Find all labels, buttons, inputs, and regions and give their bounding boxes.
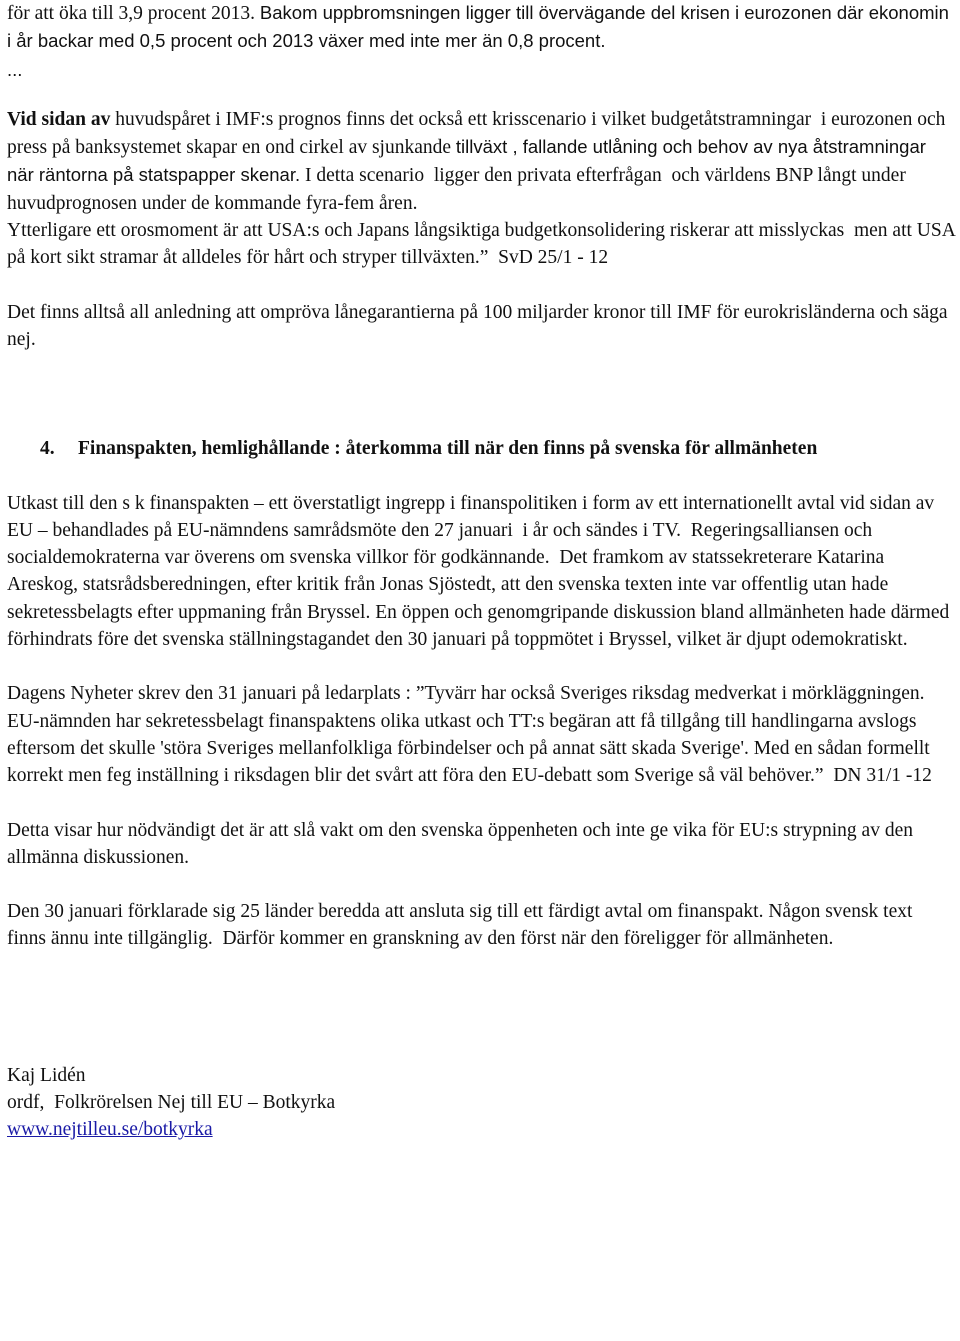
spacer	[7, 653, 955, 680]
section-4-paragraph-3: Detta visar hur nödvändigt det är att slå vakt om den svenska öppenheten och inte ge vika för EU:s strypning av den allmänna diskussionen.	[7, 819, 918, 868]
intro-serif-text: för att öka till 3,9 procent 2013.	[7, 3, 260, 24]
intro-sans-text: Bakom uppbromsningen ligger till övervägande del krisen i eurozonen där ekonomin i år backar med 0,5 procent och 2013 växer med inte mer än 0,8 procent.	[7, 2, 955, 52]
imf-p1-serif: huvudspåret i IMF:s prognos finns det också ett krisscenario i vilket budgetåtstramningar i eurozonen och press på banksystemet skapar en ond cirkel av sjunkande	[7, 108, 951, 159]
signature-name: Kaj Lidén	[7, 1064, 86, 1086]
imf-p1-tail: I detta scenario ligger den privata efterfrågan och världens BNP långt under huvudprognosen under de kommande fyra-fem åren.	[7, 165, 911, 214]
document-page	[7, 0, 960, 1144]
signature-role: ordf, Folkrörelsen Nej till EU – Botkyrka	[7, 1092, 336, 1114]
spacer	[7, 353, 955, 435]
signature-website-link[interactable]: www.nejtilleu.se/botkyrka	[7, 1119, 213, 1141]
imf-paragraph-2: Ytterligare ett orosmoment är att USA:s och Japans långsiktiga budgetkonsolidering riskerar att misslyckas men att USA på kort sikt stramar åt alldeles för hårt och stryper tillväxten.” SvD 25/1 - 12	[7, 220, 960, 269]
section-4-paragraph-1: Utkast till den s k finanspakten – ett överstatligt ingrepp i finanspolitiken i form av ett internationellt avtal vid sidan av EU – behandlades på EU-nämndens samrådsmöte den 27 januari i år och sändes i TV. Regeringsalliansen och socialdemokraterna var överens om svenska villkor för godkännande. Det framkom av statssekreterare Katarina Areskog, statsrådsberedningen, efter kritik från Jonas Sjöstedt, att den svenska texten inte var offentlig utan hade sekretessbelagts efter uppmaning från Bryssel. En öppen och genomgripande diskussion bland allmänheten hade därmed förhindrats före det svenska ställningstagandet den 30 januari på toppmötet i Bryssel, vilket är djupt odemokratiskt.	[7, 492, 955, 651]
spacer	[7, 463, 955, 490]
spacer	[7, 272, 955, 299]
section-4-paragraph-4: Den 30 januari förklarade sig 25 länder beredda att ansluta sig till ett färdigt avtal om finanspakt. Någon svensk text finns ännu inte tillgänglig. Därför kommer en granskning av den först när den föreligger för allmänheten.	[7, 901, 918, 950]
section-4-title: Finanspakten, hemlighållande : återkomma till när den finns på svenska för allmänheten	[78, 438, 818, 460]
imf-p1-sans: tillväxt , fallande utlåning och behov av nya åtstramningar när räntorna på statspapper skenar.	[7, 136, 932, 186]
imf-paragraph-3: Det finns alltså all anledning att ompröva lånegarantierna på 100 miljarder kronor till IMF för eurokrisländerna och säga nej.	[7, 301, 953, 350]
intro-paragraph	[7, 0, 955, 56]
section-4-paragraph-2: Dagens Nyheter skrev den 31 januari på ledarplats : ”Tyvärr har också Sveriges riksdag medverkat i mörkläggningen. EU-nämnden har sekretessbelagt finanspaktens olika utkast och TT:s begäran att få tillgång till handlingarna avslogs eftersom det skulle 'störa Sveriges mellanfolkliga förbindelser och på annat sätt skada Sverige'. Med en sådan formellt korrekt men feg inställning i riksdagen blir det svårt att föra den EU-debatt som Sverige så väl behöver.” DN 31/1 -12	[7, 683, 935, 787]
spacer	[7, 871, 955, 898]
section-4-heading	[7, 435, 955, 462]
imf-lead-bold: Vid sidan av	[7, 108, 111, 130]
imf-paragraph-1	[7, 106, 955, 217]
ellipsis: ...	[7, 58, 23, 80]
spacer	[7, 953, 955, 1062]
section-4-number: 4.	[40, 438, 55, 460]
spacer	[7, 790, 955, 817]
